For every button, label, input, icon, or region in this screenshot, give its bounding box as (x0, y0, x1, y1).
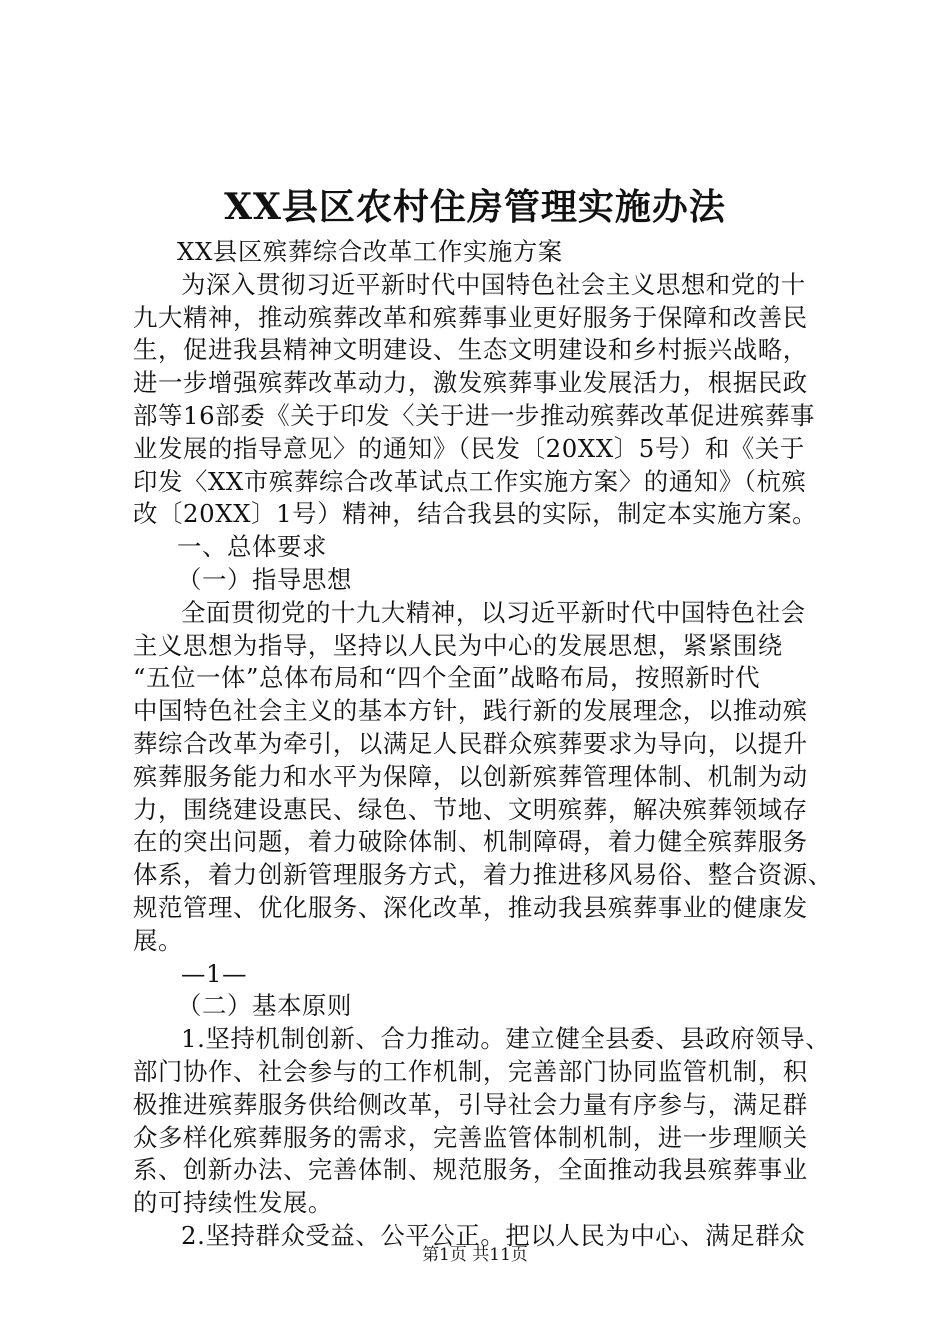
body-line: 殡葬服务能力和水平为保障，以创新殡葬管理体制、机制为动 (133, 761, 808, 791)
body-line: 展。 (133, 925, 183, 955)
subsection-heading: （一）指导思想 (177, 564, 352, 594)
body-line: 业发展的指导意见〉的通知》（民发〔20XX〕5号）和《关于 (133, 433, 805, 463)
body-line: 改〔20XX〕1号）精神，结合我县的实际，制定本实施方案。 (133, 499, 818, 529)
body-line: 中国特色社会主义的基本方针，践行新的发展理念，以推动殡 (133, 696, 808, 726)
body-line: 规范管理、优化服务、深化改革，推动我县殡葬事业的健康发 (133, 892, 808, 922)
inline-page-marker: —1— (181, 958, 248, 988)
section-heading: 一、总体要求 (177, 532, 327, 562)
body-line: 在的突出问题，着力破除体制、机制障碍，着力健全殡葬服务 (133, 827, 808, 857)
body-line: 体系，着力创新管理服务方式，着力推进移风易俗、整合资源、 (133, 860, 833, 890)
body-line: 主义思想为指导，坚持以人民为中心的发展思想，紧紧围绕 (133, 630, 783, 660)
document-body (133, 236, 833, 1253)
body-line: 众多样化殡葬服务的需求，完善监管体制机制，进一步理顺关 (133, 1122, 808, 1152)
page-footer: 第1页 共11页 (422, 1245, 528, 1265)
subsection-heading: （二）基本原则 (177, 991, 352, 1021)
body-line: 极推进殡葬服务供给侧改革，引导社会力量有序参与，满足群 (133, 1089, 808, 1119)
body-line: “五位一体”总体布局和“四个全面”战略布局，按照新时代 (133, 663, 761, 693)
body-line: 全面贯彻党的十九大精神，以习近平新时代中国特色社会 (181, 597, 806, 627)
body-line: 部等16部委《关于印发〈关于进一步推动殡葬改革促进殡葬事 (133, 400, 815, 430)
body-line: 力，围绕建设惠民、绿色、节地、文明殡葬，解决殡葬领域存 (133, 794, 808, 824)
body-line: 1.坚持机制创新、合力推动。建立健全县委、县政府领导、 (181, 1024, 831, 1054)
body-line: 部门协作、社会参与的工作机制，完善部门协同监管机制，积 (133, 1056, 808, 1086)
body-line: 九大精神，推动殡葬改革和殡葬事业更好服务于保障和改善民 (133, 302, 808, 332)
body-line: 的可持续性发展。 (133, 1188, 333, 1218)
subtitle-line: XX县区殡葬综合改革工作实施方案 (177, 237, 563, 266)
body-line: 生，促进我县精神文明建设、生态文明建设和乡村振兴战略， (133, 335, 808, 365)
body-line: 进一步增强殡葬改革动力，激发殡葬事业发展活力，根据民政 (133, 368, 808, 398)
body-line: 印发〈XX市殡葬综合改革试点工作实施方案〉的通知》（杭殡 (133, 466, 807, 496)
body-line: 系、创新办法、完善体制、规范服务，全面推动我县殡葬事业 (133, 1155, 808, 1185)
body-line: 2.坚持群众受益、公平公正。把以人民为中心、满足群众 (181, 1220, 806, 1250)
page-title: XX县区农村住房管理实施办法 (224, 186, 726, 228)
body-line: 葬综合改革为牵引，以满足人民群众殡葬要求为导向，以提升 (133, 728, 808, 758)
body-line: 为深入贯彻习近平新时代中国特色社会主义思想和党的十 (181, 269, 806, 299)
